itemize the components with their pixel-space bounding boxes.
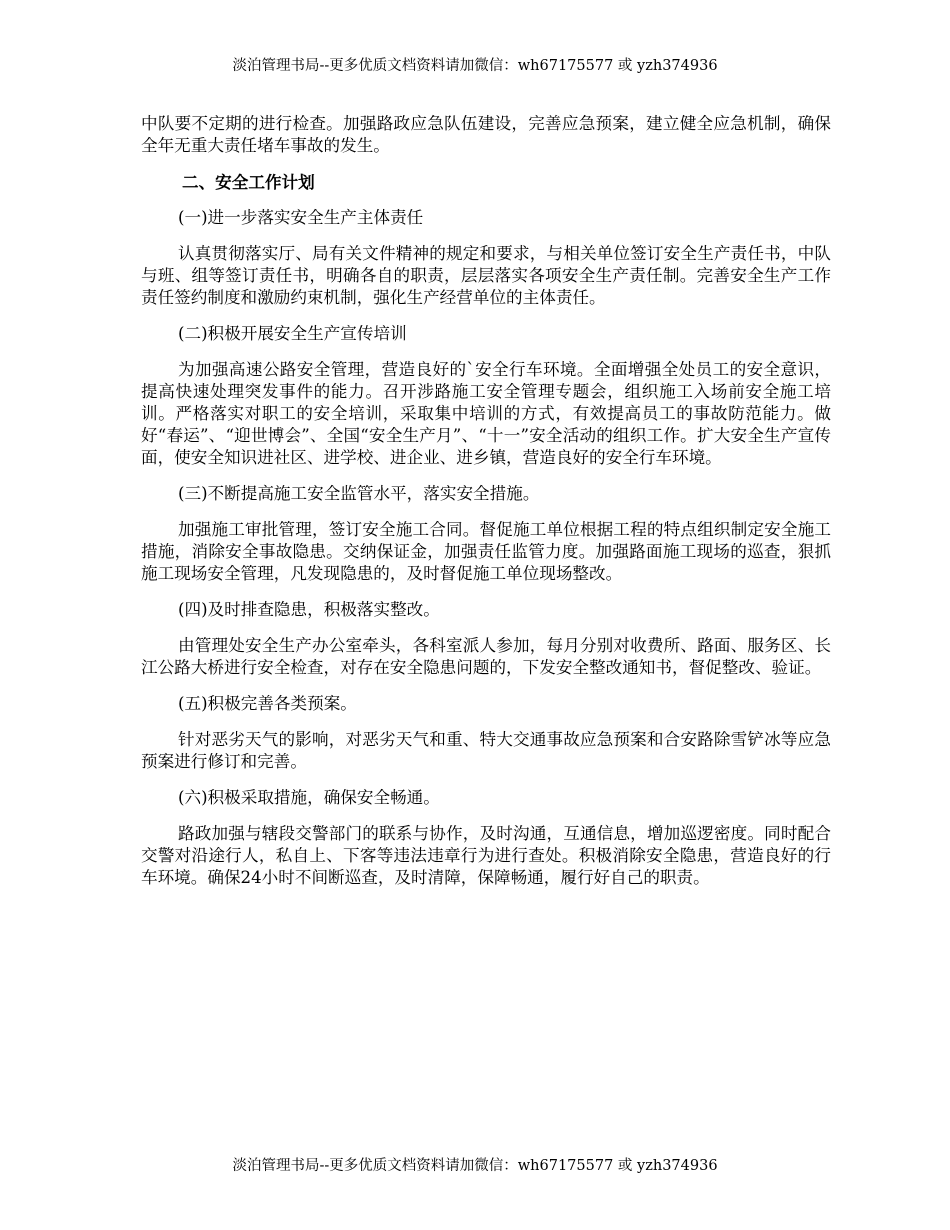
document-body [141,113,831,903]
item-text-6: 路政加强与辖段交警部门的联系与协作，及时沟通，互通信息，增加巡逻密度。同时配合交警对沿途行人，私自上、下客等违法违章行为进行查处。积极消除安全隐患，营造良好的行车环境。确保24小时不间断巡查，及时清障，保障畅通，履行好自己的职责。 [141,824,831,887]
item-heading-1: (一)进一步落实安全生产主体责任 [178,208,424,227]
item-heading-6: (六)积极采取措施，确保安全畅通。 [178,788,440,807]
item-heading-5: (五)积极完善各类预案。 [178,694,357,713]
item-heading-4: (四)及时排查隐患，积极落实整改。 [178,600,440,619]
intro-paragraph: 中队要不定期的进行检查。加强路政应急队伍建设，完善应急预案，建立健全应急机制，确保全年无重大责任堵车事故的发生。 [141,114,831,155]
item-heading-2: (二)积极开展安全生产宣传培训 [178,324,407,343]
item-text-3: 加强施工审批管理，签订安全施工合同。督促施工单位根据工程的特点组织制定安全施工措施，消除安全事故隐患。交纳保证金，加强责任监管力度。加强路面施工现场的巡查，狠抓施工现场安全管理，凡发现隐患的，及时督促施工单位现场整改。 [141,520,831,583]
item-text-4: 由管理处安全生产办公室牵头，各科室派人参加，每月分别对收费所、路面、服务区、长江公路大桥进行安全检查，对存在安全隐患问题的，下发安全整改通知书，督促整改、验证。 [141,636,831,677]
section-title: 二、安全工作计划 [182,172,315,192]
item-heading-3: (三)不断提高施工安全监管水平，落实安全措施。 [178,484,540,503]
item-text-2: 为加强高速公路安全管理，营造良好的`安全行车环境。全面增强全处员工的安全意识，提高快速处理突发事件的能力。召开涉路施工安全管理专题会，组织施工入场前安全施工培训。严格落实对职工的安全培训，采取集中培训的方式，有效提高员工的事故防范能力。做好“春运”、“迎世博会”、全国“安全生产月”、“十一”安全活动的组织工作。扩大安全生产宣传面，使安全知识进社区、进学校、进企业、进乡镇，营造良好的安全行车环境。 [141,360,831,467]
page-header: 淡泊管理书局--更多优质文档资料请加微信：wh67175577 或 yzh374936 [232,58,718,74]
item-text-5: 针对恶劣天气的影响，对恶劣天气和重、特大交通事故应急预案和合安路除雪铲冰等应急预案进行修订和完善。 [141,730,831,771]
item-text-1: 认真贯彻落实厅、局有关文件精神的规定和要求，与相关单位签订安全生产责任书，中队与班、组等签订责任书，明确各自的职责，层层落实各项安全生产责任制。完善安全生产工作责任签约制度和激励约束机制，强化生产经营单位的主体责任。 [141,244,831,307]
page-footer: 淡泊管理书局--更多优质文档资料请加微信：wh67175577 或 yzh374936 [232,1158,718,1174]
